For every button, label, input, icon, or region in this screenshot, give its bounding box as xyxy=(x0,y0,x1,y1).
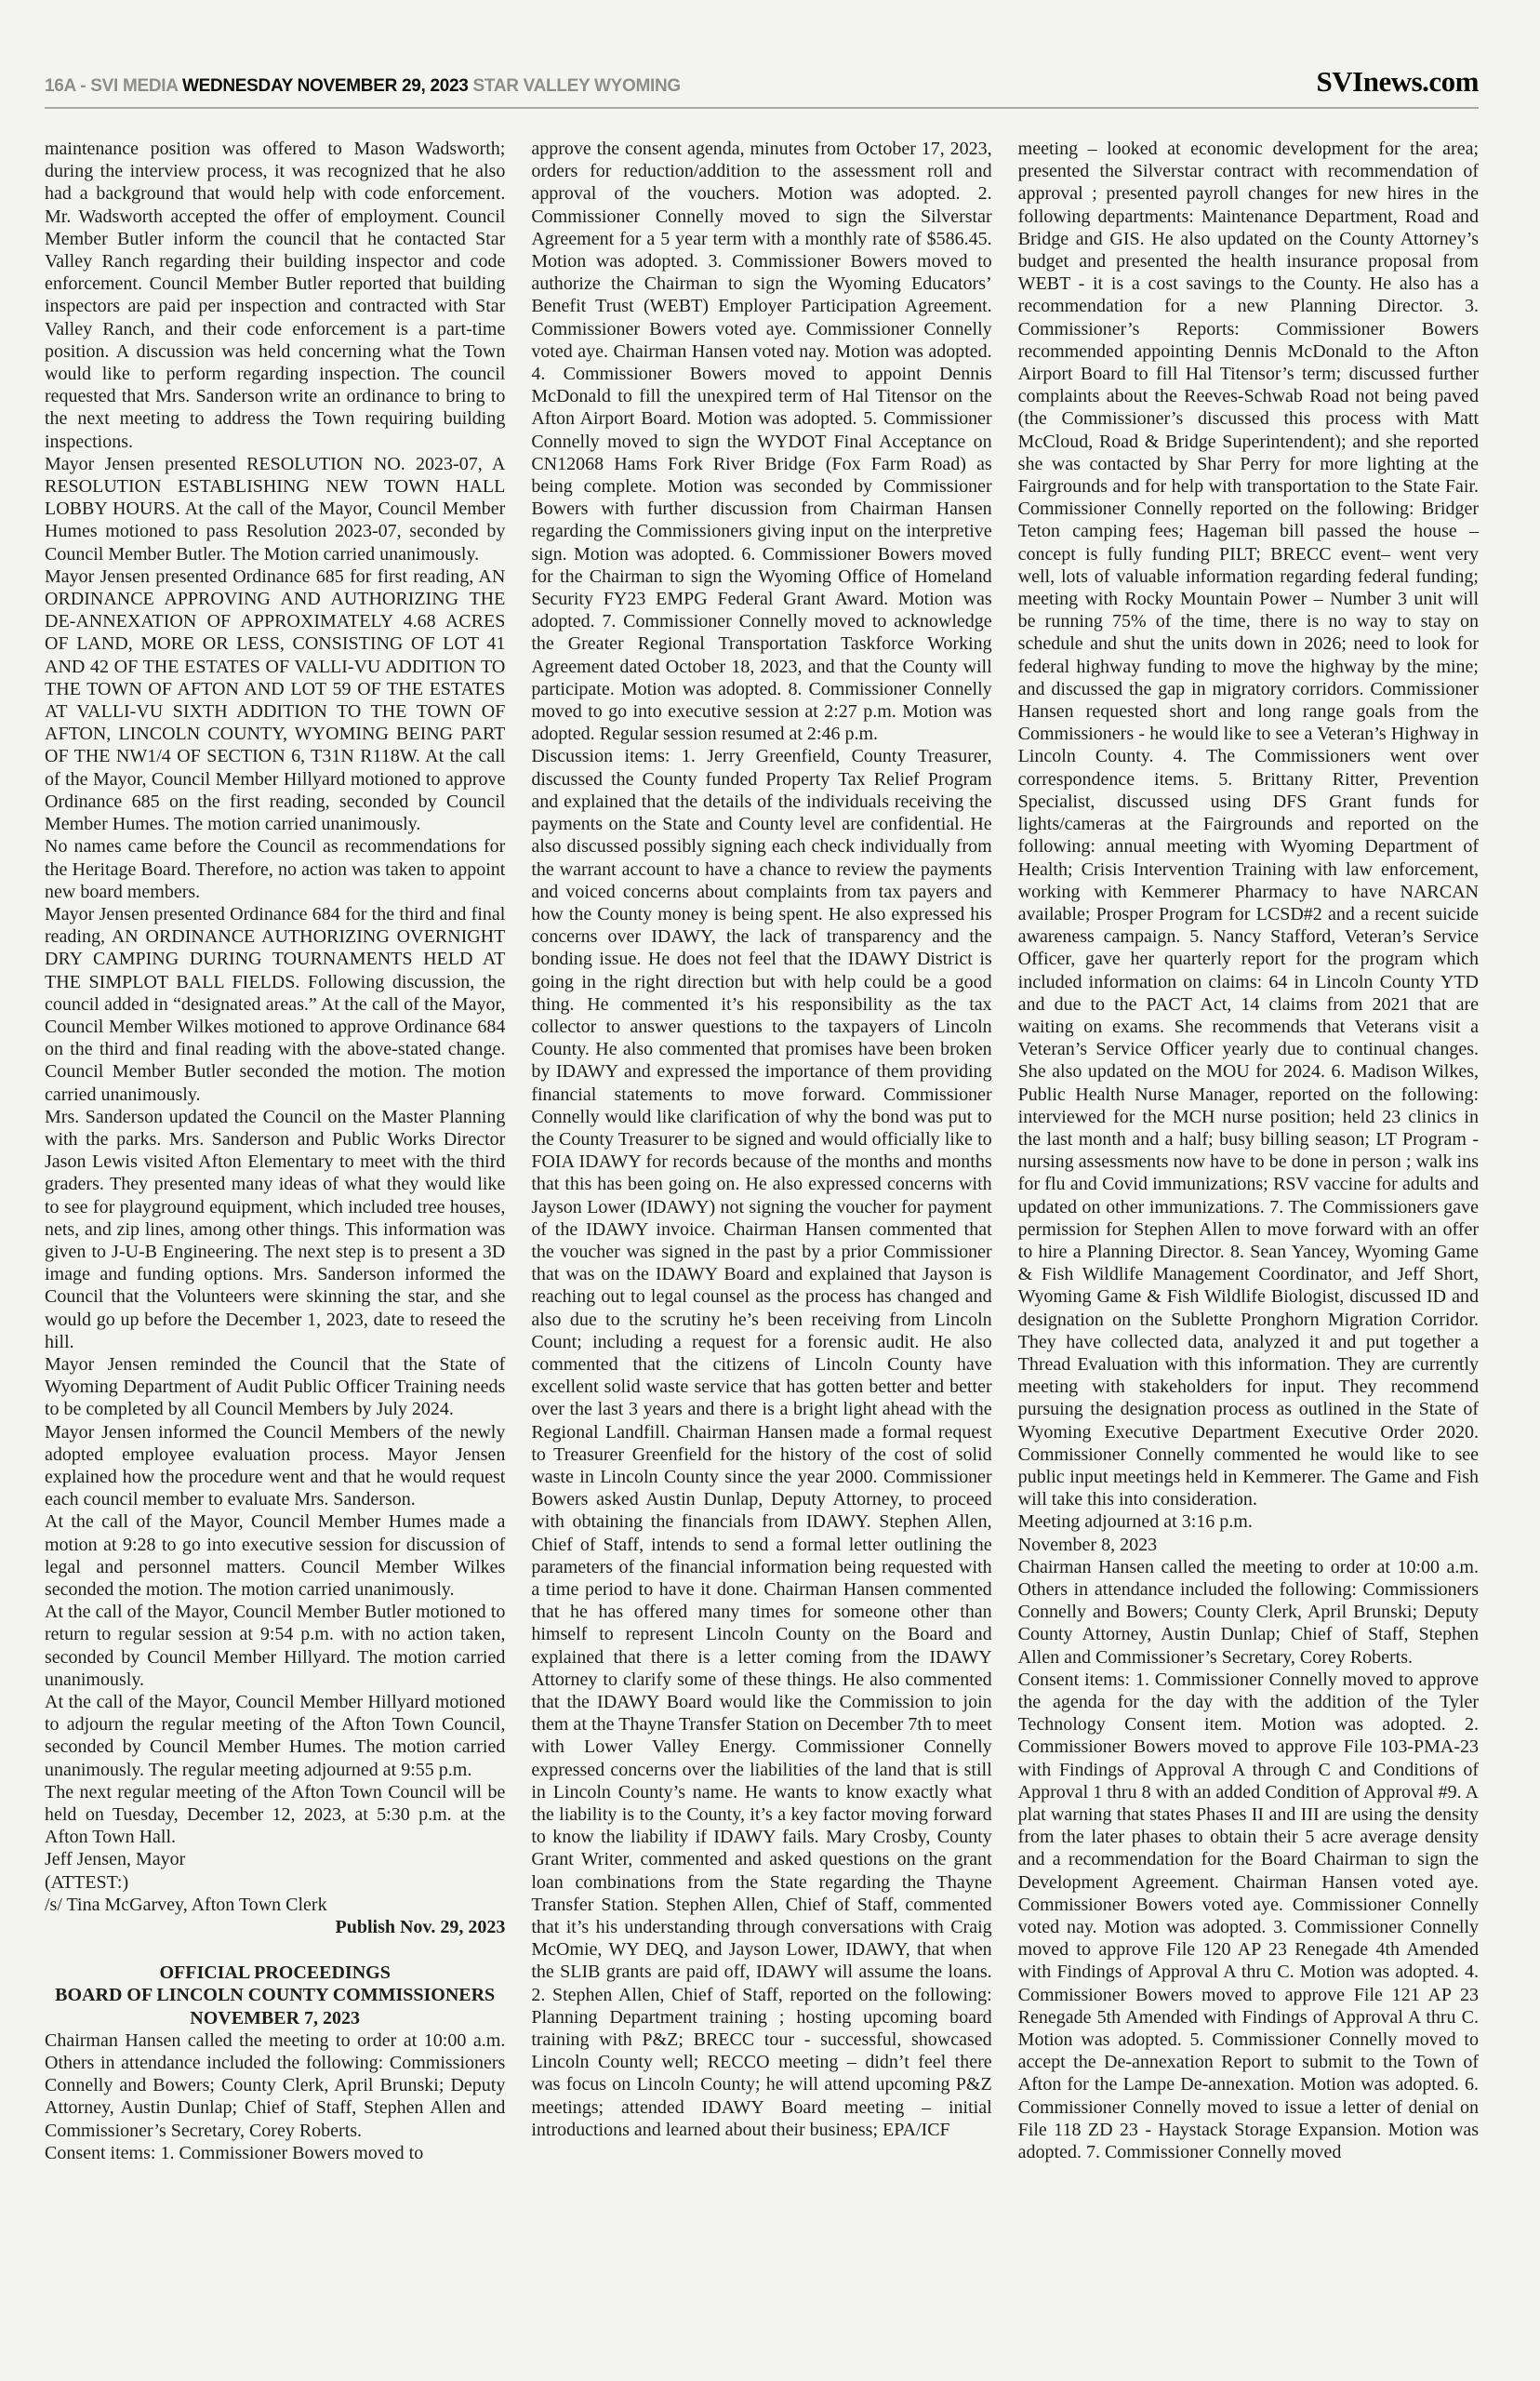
location-label: STAR VALLEY WYOMING xyxy=(468,76,681,96)
paragraph: Mrs. Sanderson updated the Council on the Master Planning with the parks. Mrs. Sanderson and Public Works Director Jason Lewis visited Afton Elementary to meet with the third graders. They presented many ideas of what they would like to see for playground equipment, which included tree houses, nets, and zip lines, among other things. This information was given to J-U-B Engineering. The next step is to present a 3D image and funding options. Mrs. Sanderson informed the Council that the Volunteers were skinning the star, and she would go up before the December 1, 2023, date to reseed the hill. xyxy=(45,1106,506,1352)
paragraph: Chairman Hansen called the meeting to order at 10:00 a.m. Others in attendance included the following: Commissioners Connelly and Bowers; County Clerk, April Brunski; Deputy Attorney, Austin Dunlap; Chief of Staff, Stephen Allen and Commissioner’s Secretary, Corey Roberts. xyxy=(45,2029,506,2141)
paragraph: Chairman Hansen called the meeting to order at 10:00 a.m. Others in attendance included the following: Commissioners Connelly and Bowers; County Clerk, April Brunski; Deputy County Attorney, Austin Dunlap; Chief of Staff, Stephen Allen and Commissioner’s Secretary, Corey Roberts. xyxy=(1017,1556,1479,1668)
paragraph: No names came before the Council as recommendations for the Heritage Board. Therefore, no action was taken to appoint new board members. xyxy=(45,836,506,902)
paragraph: At the call of the Mayor, Council Member Humes made a motion at 9:28 to go into executive session for discussion of legal and personnel matters. Council Member Wilkes seconded the motion. The motion carried unanimously. xyxy=(45,1511,506,1600)
paragraph: Consent items: 1. Commissioner Connelly moved to approve the agenda for the day with the addition of the Tyler Technology Consent item. Motion was adopted. 2. Commissioner Bowers moved to approve File 103-PMA-23 with Findings of Approval A through C and Conditions of Approval 1 thru 8 with an added Condition of Approval #9. A plat warning that states Phases II and III are using the density from the later phases to obtain their 5 acre average density and a recommendation for the Board Chairman to sign the Development Agreement. Chairman Hansen voted aye. Commissioner Bowers voted aye. Commissioner Connelly voted nay. Motion was adopted. 3. Commissioner Connelly moved to approve File 120 AP 23 Renegade 4th Amended with Findings of Approval A thru C. Motion was adopted. 4. Commissioner Bowers moved to approve File 121 AP 23 Renegade 5th Amended with Findings of Approval A thru C. Motion was adopted. 5. Commissioner Connelly moved to accept the De-annexation Report to submit to the Town of Afton for the Lampe De-annexation. Motion was adopted. 6. Commissioner Connelly moved to issue a letter of denial on File 118 ZD 23 - Haystack Storage Expansion. Motion was adopted. 7. Commissioner Connelly moved xyxy=(1017,1669,1479,2163)
paragraph: Mayor Jensen reminded the Council that the State of Wyoming Department of Audit Public Officer Training needs to be completed by all Council Members by July 2024. xyxy=(45,1353,506,1420)
column-1 xyxy=(45,138,505,2164)
paragraph: Meeting adjourned at 3:16 p.m. xyxy=(1017,1511,1253,1533)
paragraph: The next regular meeting of the Afton Town Council will be held on Tuesday, December 12, 2023, at 5:30 p.m. at the Afton Town Hall. xyxy=(45,1781,506,1848)
page-header xyxy=(45,0,1479,109)
columns xyxy=(45,138,1479,2164)
paragraph: approve the consent agenda, minutes from October 17, 2023, orders for reduction/addition to the assessment roll and approval of the vouchers. Motion was adopted. 2. Commissioner Connelly moved to sign the Silverstar Agreement for a 5 year term with a monthly rate of $586.45. Motion was adopted. 3. Commissioner Bowers moved to authorize the Chairman to sign the Wyoming Educators’ Benefit Trust (WEBT) Employer Participation Agreement. Commissioner Bowers voted aye. Commissioner Connelly voted aye. Chairman Hansen voted nay. Motion was adopted. 4. Commissioner Bowers moved to appoint Dennis McDonald to fill the unexpired term of Hal Titensor on the Afton Airport Board. Motion was adopted. 5. Commissioner Connelly moved to sign the WYDOT Final Acceptance on CN12068 Hams Fork River Bridge (Fox Farm Road) as being complete. Motion was seconded by Commissioner Bowers with further discussion from Chairman Hansen regarding the Commissioners giving input on the interpretive sign. Motion was adopted. 6. Commissioner Bowers moved for the Chairman to sign the Wyoming Office of Homeland Security FY23 EMPG Federal Grant Award. Motion was adopted. 7. Commissioner Connelly moved to acknowledge the Greater Regional Transportation Taskforce Working Agreement dated October 18, 2023, and that the County will participate. Motion was adopted. 8. Commissioner Connelly moved to go into executive session at 2:27 p.m. Motion was adopted. Regular session resumed at 2:46 p.m. xyxy=(531,139,992,745)
page-label: 16A - SVI MEDIA xyxy=(45,76,182,96)
paragraph: maintenance position was offered to Mason Wadsworth; during the interview process, it was recognized that he also had a background that would help with code enforcement. Mr. Wadsworth accepted the offer of employment. Council Member Butler inform the council that he contacted Star Valley Ranch regarding their building inspector and code enforcement. Council Member Butler reported that building inspectors are paid per inspection and contracted with Star Valley Ranch, and their code enforcement is a part-time position. A discussion was held concerning what the Town would like to perform regarding inspection. The council requested that Mrs. Sanderson write an ordinance to bring to the next meeting to address the Town requiring building inspections. xyxy=(45,139,506,452)
paragraph: November 8, 2023 xyxy=(1017,1534,1158,1555)
issue-date: WEDNESDAY NOVEMBER 29, 2023 xyxy=(181,76,469,96)
paragraph: Mayor Jensen presented RESOLUTION NO. 2023-07, A RESOLUTION ESTABLISHING NEW TOWN HALL LOBBY HOURS. At the call of the Mayor, Council Member Humes motioned to pass Resolution 2023-07, seconded by Council Member Butler. The Motion carried unanimously. xyxy=(45,453,506,565)
paragraph: meeting – looked at economic development for the area; presented the Silverstar contract with recommendation of approval ; presented payroll changes for new hires in the following departments: Maintenance Department, Road and Bridge and GIS. He also updated on the County Attorney’s budget and presented the health insurance proposal from WEBT - it is a cost savings to the County. He also has a recommendation for a new Planning Director. 3. Commissioner’s Reports: Commissioner Bowers recommended appointing Dennis McDonald to the Afton Airport Board to fill Hal Titensor’s term; discussed further complaints about the Reeves-Schwab Road not being paved (the Commissioner’s discussed this process with Matt McCloud, Road & Bridge Superintendent); and she reported she was contacted by Shar Perry for more lighting at the Fairgrounds and for help with transportation to the State Fair. Commissioner Connelly reported on the following: Bridger Teton camping fees; Hageman bill passed the house – concept is fully funding PILT; BRECC event– went very well, lots of valuable information regarding federal funding; meeting with Rocky Mountain Power – Number 3 unit will be running 75% of the time, there is no way to stay on schedule and shut the units down in 2026; need to look for federal highway funding to move the highway by the mine; and discussed the gap in migratory corridors. Commissioner Hansen requested short and long range goals from the Commissioners - he would like to see a Veteran’s Highway in Lincoln County. 4. The Commissioners went over correspondence items. 5. Brittany Ritter, Prevention Specialist, discussed using DFS Grant funds for lights/cameras at the Fairgrounds and reported on the following: annual meeting with Wyoming Department of Health; Crisis Intervention Training with law enforcement, working with Kemmerer Pharmacy to have NARCAN available; Prosper Program for LCSD#2 and a recent suicide awareness campaign. 5. Nancy Stafford, Veteran’s Service Officer, gave her quarterly report for the program which included information on claims: 64 in Lincoln County YTD and due to the PACT Act, 14 claims from 2021 that are waiting on exams. She recommends that Veterans visit a Veteran’s Service Officer yearly due to continual changes. She also updated on the MOU for 2024. 6. Madison Wilkes, Public Health Nurse Manager, reported on the following: interviewed for the MCH nurse position; held 23 clinics in the last month and a half; busy billing season; LT Program - nursing assessments now have to be done in person ; walk ins for flu and Covid immunizations; RSV vaccine for adults and updated on other immunizations. 7. The Commissioners gave permission for Stephen Allen to move forward with an offer to hire a Planning Director. 8. Sean Yancey, Wyoming Game & Fish Wildlife Management Coordinator, and Jeff Short, Wyoming Game & Fish Wildlife Biologist, discussed ID and designation on the Sublette Pronghorn Migration Corridor. They have collected data, analyzed it and put together a Thread Evaluation with this information. They are currently meeting with stakeholders for input. They recommend pursuing the designation process as outlined in the State of Wyoming Executive Department Executive Order 2020. Commissioner Connelly commented he would like to see public input meetings held in Kemmerer. The Game and Fish will take this into consideration. xyxy=(1017,139,1479,1510)
publish-date-line: Publish Nov. 29, 2023 xyxy=(335,1917,506,1938)
paragraph: Discussion items: 1. Jerry Greenfield, County Treasurer, discussed the County funded Property Tax Relief Program and explained that the details of the individuals receiving the payments on the State and County level are confidential. He also discussed possibly signing each check individually from the warrant account to have a chance to review the payments and voiced concerns about complaints from tax payers and how the County money is being spent. He also expressed his concerns over IDAWY, the lack of transparency and the bonding issue. He does not feel that the IDAWY District is going in the right direction but with help could be a good thing. He commented it’s his responsibility as the tax collector to answer questions to the taxpayers of Lincoln County. He also commented that promises have been broken by IDAWY and expressed the importance of them providing financial statements to move forward. Commissioner Connelly would like clarification of why the bond was put to the County Treasurer to be signed and would officially like to FOIA IDAWY for records because of the months and months that this has been going on. He also expressed concerns with Jayson Lower (IDAWY) not signing the voucher for payment of the IDAWY invoice. Chairman Hansen commented that the voucher was signed in the past by a prior Commissioner that was on the IDAWY Board and explained that Jayson is reaching out to legal counsel as the process has changed and also due to the scrutiny he’s been receiving from Lincoln Count; including a request for a forensic audit. He also commented that the citizens of Lincoln County have excellent solid waste service that has gotten better and better over the last 3 years and there is a bright light ahead with the Regional Landfill. Chairman Hansen made a formal request to Treasurer Greenfield for the history of the cost of solid waste in Lincoln County since the year 2000. Commissioner Bowers asked Austin Dunlap, Deputy Attorney, to proceed with obtaining the financials from IDAWY. Stephen Allen, Chief of Staff, intends to send a formal letter outlining the parameters of the financial information being requested with a time period to have it done. Chairman Hansen commented that he has offered many times for someone other than himself to represent Lincoln County on the Board and explained that there is a letter coming from the IDAWY Attorney to clarify some of these things. He also commented that the IDAWY Board would like the Commission to join them at the Thayne Transfer Station on December 7th to meet with Lower Valley Energy. Commissioner Connelly expressed concerns over the liabilities of the land that is still in Lincoln County’s name. He wants to know exactly what the liability is to the County, it’s a key factor moving forward to know the liability if IDAWY fails. Mary Crosby, County Grant Writer, commented and asked questions on the grant loan combinations from the State regarding the Thayne Transfer Station. Stephen Allen, Chief of Staff, commented that it’s his understanding through conversations with Craig McOmie, WY DEQ, and Jayson Lower, IDAWY, that when the SLIB grants are paid off, IDAWY will assume the loans. 2. Stephen Allen, Chief of Staff, reported on the following: Planning Department training ; hosting upcoming board training with P&Z; BRECC tour - successful, showcased Lincoln County well; RECCO meeting – didn’t feel there was focus on Lincoln County; he will attend upcoming P&Z meetings; attended IDAWY Board meeting – initial introductions and learned about their business; EPA/ICF xyxy=(531,746,992,2140)
paragraph: /s/ Tina McGarvey, Afton Town Clerk xyxy=(45,1894,327,1915)
paragraph: At the call of the Mayor, Council Member Hillyard motioned to adjourn the regular meeting of the Afton Town Council, seconded by Council Member Humes. The motion carried unanimously. The regular meeting adjourned at 9:55 p.m. xyxy=(45,1692,506,1780)
section-heading: NOVEMBER 7, 2023 xyxy=(190,2007,361,2029)
section-heading: OFFICIAL PROCEEDINGS xyxy=(159,1962,391,1984)
column-3 xyxy=(1018,138,1479,2164)
page-header-left xyxy=(45,76,681,97)
column-2 xyxy=(531,138,991,2164)
paragraph: At the call of the Mayor, Council Member Butler motioned to return to regular session at 9:54 p.m. with no action taken, seconded by Council Member Hillyard. The motion carried unanimously. xyxy=(45,1602,506,1690)
paragraph: Mayor Jensen presented Ordinance 684 for the third and final reading, AN ORDINANCE AUTHORIZING OVERNIGHT DRY CAMPING DURING TOURNAMENTS HELD AT THE SIMPLOT BALL FIELDS. Following discussion, the council added in “designated areas.” At the call of the Mayor, Council Member Wilkes motioned to approve Ordinance 684 on the third and final reading with the above-stated change. Council Member Butler seconded the motion. The motion carried unanimously. xyxy=(45,903,506,1105)
paragraph: Mayor Jensen informed the Council Members of the newly adopted employee evaluation process. Mayor Jensen explained how the procedure went and that he would request each council member to evaluate Mrs. Sanderson. xyxy=(45,1421,506,1510)
section-heading: BOARD OF LINCOLN COUNTY COMMISSIONERS xyxy=(55,1985,496,2006)
paragraph: Jeff Jensen, Mayor xyxy=(45,1849,186,1870)
paragraph: Consent items: 1. Commissioner Bowers moved to xyxy=(45,2142,424,2163)
paragraph: (ATTEST:) xyxy=(45,1871,129,1893)
paragraph: Mayor Jensen presented Ordinance 685 for first reading, AN ORDINANCE APPROVING AND AUTHORIZING THE DE-ANNEXATION OF APPROXIMATELY 4.68 ACRES OF LAND, MORE OR LESS, CONSISTING OF LOT 41 AND 42 OF THE ESTATES OF VALLI-VU ADDITION TO THE TOWN OF AFTON AND LOT 59 OF THE ESTATES AT VALLI-VU SIXTH ADDITION TO THE TOWN OF AFTON, LINCOLN COUNTY, WYOMING BEING PART OF THE NW1/4 OF SECTION 6, T31N R118W. At the call of the Mayor, Council Member Hillyard motioned to approve Ordinance 685 on the first reading, seconded by Council Member Humes. The motion carried unanimously. xyxy=(45,565,506,835)
masthead: SVInews.com xyxy=(1316,65,1479,98)
